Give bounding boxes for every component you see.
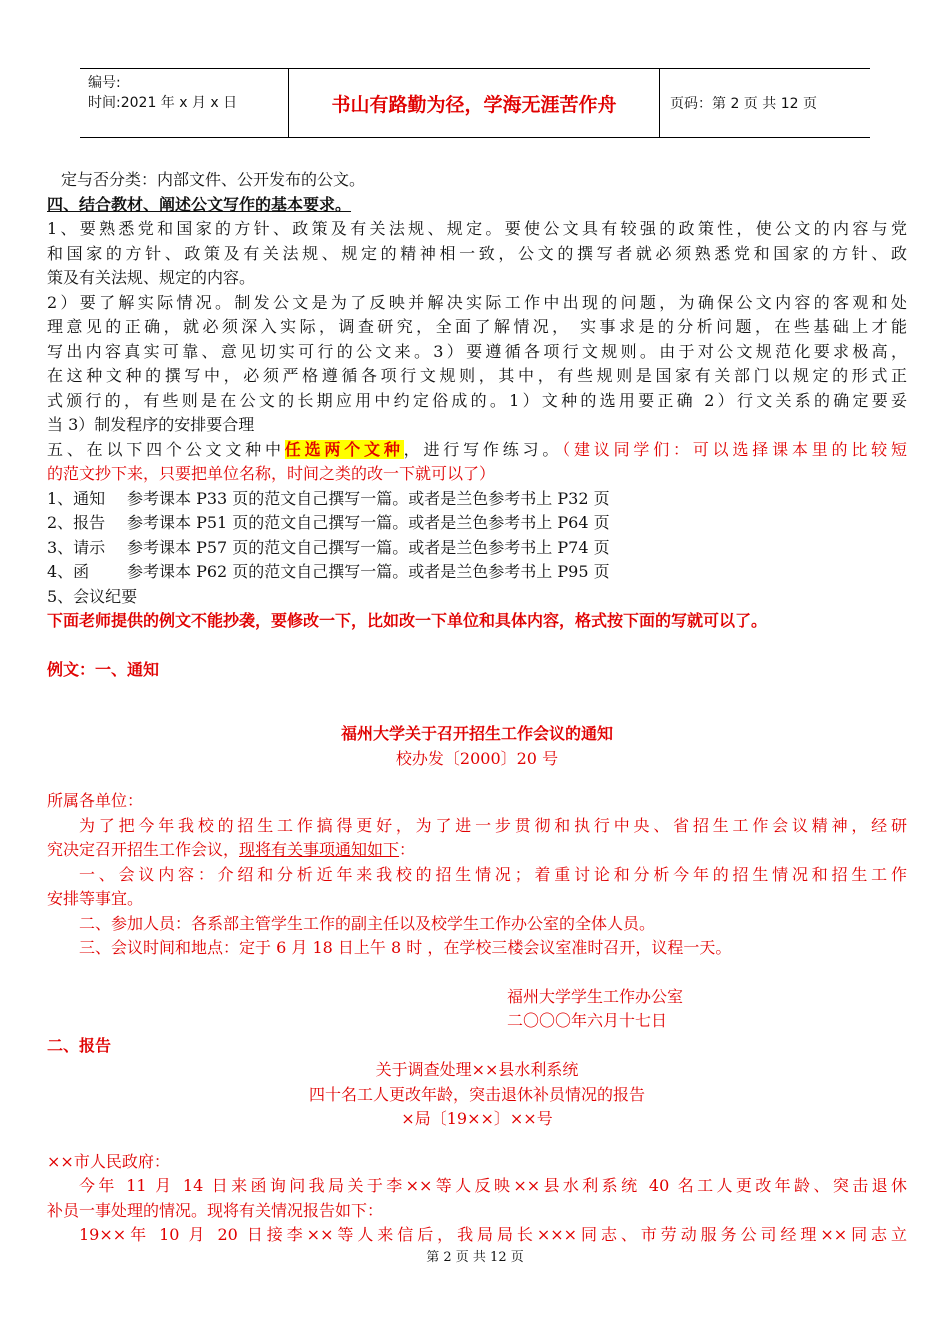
req1-line: 1、要熟悉党和国家的方针、政策及有关法规、规定。要使公文具有较强的政策性，使公文的内容与党: [47, 219, 907, 238]
document-body: [47, 168, 907, 1248]
report-heading: 二、报告: [47, 1035, 112, 1055]
notice-paragraph: 三、会议时间和地点：定于 6 月 18 日上午 8 时 ，在学校三楼会议室准时召开，议程一天。: [79, 938, 732, 957]
notice-recipient: 所属各单位：: [47, 791, 144, 810]
req2-line: 在这种文种的撰写中，必须严格遵循各项行文规则，其中，有些规则是国家有关部门以规定的形式正: [47, 366, 907, 385]
req2-line: 当 3）制发程序的安排要合理: [47, 415, 255, 434]
report-recipient: ××市人民政府：: [47, 1151, 170, 1171]
report-title: 四十名工人更改年龄，突击退休补员情况的报告: [308, 1084, 645, 1104]
notice-paragraph: 一、会议内容：介绍和分析近年来我校的招生情况；着重讨论和分析今年的招生情况和招生工作: [79, 864, 907, 884]
report-paragraph: 19××年 10 月 20 日接李××等人来信后，我局局长×××同志、市劳动服务公司经理××同志立: [79, 1225, 907, 1244]
suggestion-note: 的范文抄下来，只要把单位名称，时间之类的改一下就可以了）: [47, 464, 496, 483]
highlight-choose-two: 任选两个文种: [284, 439, 404, 459]
header-time: 时间:2021 年 x 月 x 日: [88, 95, 238, 111]
header-page-info: 页码：第 2 页 共 12 页: [670, 96, 817, 112]
report-paragraph: 今年 11 月 14 日来函询问我局关于李××等人反映××县水利系统 40 名工人更改年龄、突击退休: [79, 1176, 907, 1195]
req2-line: 写出内容真实可靠、意见切实可行的公文来。3）要遵循各项行文规则。由于对公文规范化要求极高，: [47, 341, 907, 361]
list-item: 5、会议纪要: [47, 586, 138, 606]
notice-paragraph: 究决定召开招生工作会议，现将有关事项通知如下：: [47, 840, 416, 859]
list-item: 2、报告 参考课本 P51 页的范文自己撰写一篇。或者是兰色参考书上 P64 页: [47, 513, 610, 532]
report-title: 关于调查处理××县水利系统: [375, 1060, 579, 1079]
notice-signature-date: 二〇〇〇年六月十七日: [507, 1011, 668, 1030]
header-motto: 书山有路勤为径，学海无涯苦作舟: [288, 69, 660, 137]
header-number: 编号:: [88, 75, 121, 91]
req2-line: 理意见的正确，就必须深入实际，调查研究，全面了解情况， 实事求是的分析问题，在些基础上才能: [47, 317, 907, 336]
list-item: 3、请示 参考课本 P57 页的范文自己撰写一篇。或者是兰色参考书上 P74 页: [47, 537, 610, 557]
report-paragraph: 补员一事处理的情况。现将有关情况报告如下：: [47, 1200, 384, 1220]
suggestion-note: （建议同学们：可以选择课本里的比较短: [562, 439, 907, 459]
header-meta: [80, 69, 288, 137]
notice-example: [47, 722, 907, 1034]
notice-paragraph: 安排等事宜。: [47, 889, 144, 908]
notice-signature-org: 福州大学学生工作办公室: [507, 986, 684, 1006]
report-doc-number: ×局〔19××〕××号: [401, 1109, 553, 1128]
question5-line: 五、在以下四个公文文种中任选两个文种，进行写作练习。（建议同学们：可以选择课本里的比较短: [47, 439, 907, 459]
notice-title: 福州大学关于召开招生工作会议的通知: [340, 724, 613, 743]
req2-line: 2）要了解实际情况。制发公文是为了反映并解决实际工作中出现的问题，为确保公文内容的客观和处: [47, 292, 907, 312]
notice-doc-number: 校办发〔2000〕20 号: [395, 748, 559, 768]
classify-line: 定与否分类：内部文件、公开发布的公文。: [61, 170, 366, 189]
req1-line: 策及有关法规、规定的内容。: [47, 268, 256, 287]
example-heading: 例文：一、通知: [47, 659, 160, 679]
warning-note: 下面老师提供的例文不能抄袭，要修改一下，比如改一下单位和具体内容，格式按下面的写就可以了。: [47, 611, 768, 630]
notice-paragraph: 二、参加人员：各系部主管学生工作的副主任以及校学生工作办公室的全体人员。: [79, 913, 656, 933]
section-heading-4: 四、结合教材、阐述公文写作的基本要求。: [47, 194, 352, 214]
page-header: [80, 68, 870, 138]
list-item: 4、函 参考课本 P62 页的范文自己撰写一篇。或者是兰色参考书上 P95 页: [47, 562, 610, 581]
req1-line: 和国家的方针、政策及有关法规、规定的精神相一致，公文的撰写者就必须熟悉党和国家的方针、政: [47, 243, 907, 263]
report-example: [47, 1058, 907, 1248]
page-footer: 第 2 页 共 12 页: [426, 1250, 524, 1265]
req2-line: 式颁行的，有些则是在公文的长期应用中约定俗成的。1）文种的选用要正确 2）行文关系的确定要妥: [47, 390, 907, 410]
notice-paragraph: 为了把今年我校的招生工作搞得更好，为了进一步贯彻和执行中央、省招生工作会议精神，经研: [79, 815, 907, 835]
list-item: 1、通知 参考课本 P33 页的范文自己撰写一篇。或者是兰色参考书上 P32 页: [47, 488, 610, 508]
